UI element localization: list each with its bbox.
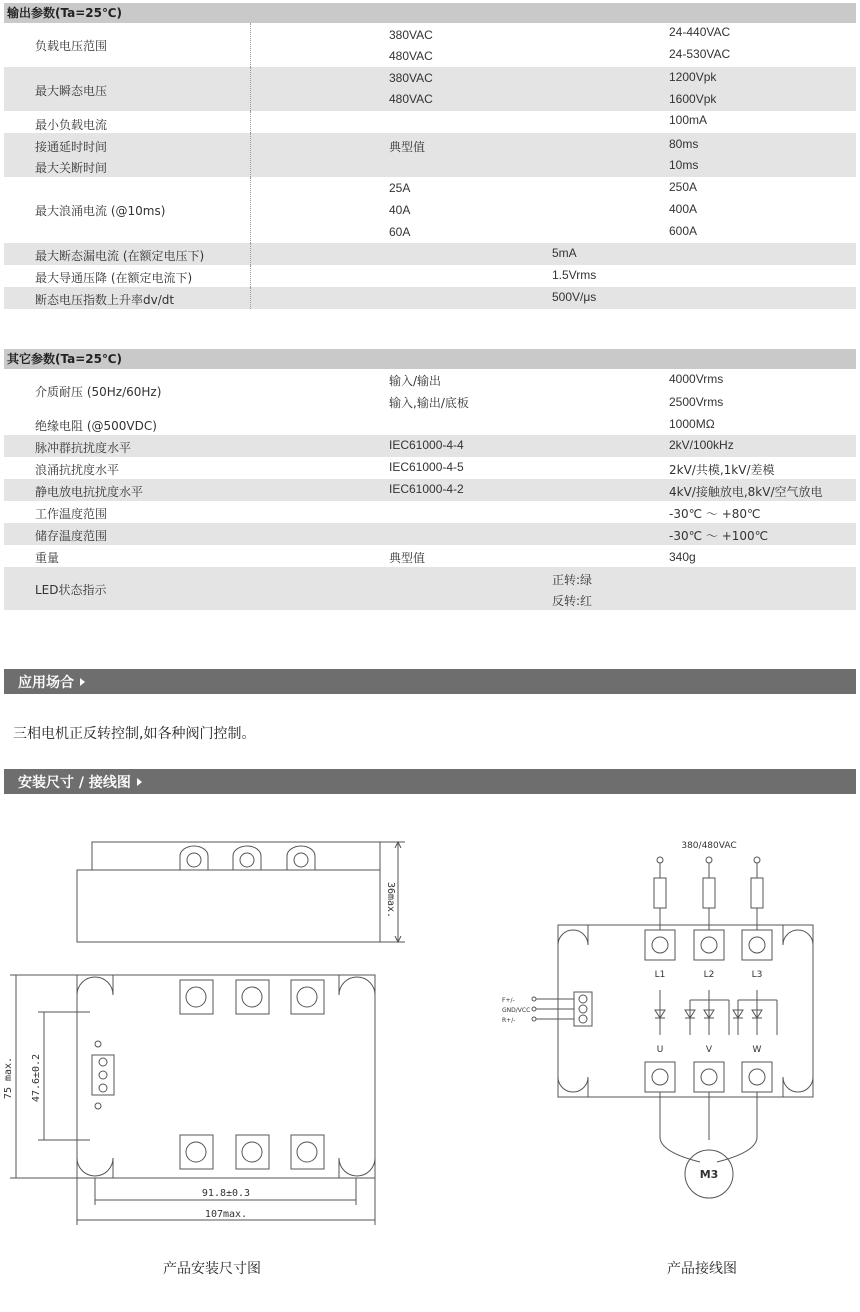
row-cond: 典型值 <box>389 140 426 154</box>
row-cond: 380VAC <box>389 28 433 42</box>
row-label: 重量 <box>35 551 60 565</box>
wiring-caption: 产品接线图 <box>667 1261 737 1277</box>
dimension-caption: 产品安装尺寸图 <box>163 1261 261 1277</box>
row-cond: 60A <box>389 225 411 239</box>
row-label: 最大瞬态电压 <box>35 84 108 98</box>
row-value: -30℃ ～ +100℃ <box>669 529 769 543</box>
terminal-l1-label: L1 <box>654 970 666 980</box>
motor-label: M3 <box>699 1168 719 1181</box>
row-value: 100mA <box>669 113 708 127</box>
supply-label: 380/480VAC <box>681 841 737 851</box>
table-row <box>4 501 856 523</box>
other-params-table <box>4 349 856 610</box>
row-value: 2kV/共模,1kV/差模 <box>669 463 775 477</box>
row-cond: 380VAC <box>389 71 433 85</box>
caret-right-icon <box>137 778 142 786</box>
table-row <box>4 265 856 287</box>
row-cond: 480VAC <box>389 49 433 63</box>
row-cond: IEC61000-4-5 <box>389 460 464 474</box>
row-value: 10ms <box>669 158 699 172</box>
table-row <box>4 369 856 414</box>
table-row <box>4 545 856 567</box>
table-row <box>4 177 856 243</box>
dim-depth-label: 75 max. <box>3 1056 14 1100</box>
application-text: 三相电机正反转控制,如各种阀门控制。 <box>13 726 256 742</box>
table-row <box>4 23 856 67</box>
dim-height-label: 36max. <box>385 881 396 919</box>
table-row <box>4 414 856 435</box>
row-label: 绝缘电阻 (@500VDC) <box>35 419 157 433</box>
output-params-table <box>4 3 856 309</box>
table-row <box>4 523 856 545</box>
application-title: 应用场合 <box>18 672 85 692</box>
terminal-l3-label: L3 <box>751 970 763 980</box>
row-label: 最大导通压降 (在额定电流下) <box>35 271 193 285</box>
row-label: 浪涌抗扰度水平 <box>35 463 120 477</box>
row-value: 340g <box>669 550 696 564</box>
table-row <box>4 479 856 501</box>
row-label: 储存温度范围 <box>35 529 108 543</box>
row-value: 4kV/接触放电,8kV/空气放电 <box>669 485 823 499</box>
output-params-header: 输出参数(Ta=25℃) <box>4 3 856 23</box>
terminal-l2-label: L2 <box>703 970 715 980</box>
row-cond: 40A <box>389 203 411 217</box>
row-label: 最大浪涌电流 (@10ms) <box>35 204 166 218</box>
caret-right-icon <box>80 678 85 686</box>
row-value: 5mA <box>552 246 577 260</box>
row-value: 2500Vrms <box>669 395 724 409</box>
row-label: 介质耐压 (50Hz/60Hz) <box>35 385 162 399</box>
row-label: 最大关断时间 <box>35 161 108 175</box>
row-cond: IEC61000-4-4 <box>389 438 464 452</box>
row-label: 静电放电抗扰度水平 <box>35 485 144 499</box>
row-label: 断态电压指数上升率dv/dt <box>35 293 175 307</box>
row-cond: IEC61000-4-2 <box>389 482 464 496</box>
table-row <box>4 67 856 111</box>
table-row <box>4 243 856 265</box>
row-value: 24-440VAC <box>669 25 731 39</box>
row-value: 80ms <box>669 137 699 151</box>
dim-hole-spacing-label: 91.8±0.3 <box>201 1188 251 1199</box>
row-cond: 25A <box>389 181 411 195</box>
row-value: 2kV/100kHz <box>669 438 734 452</box>
table-row <box>4 287 856 309</box>
row-cond: 典型值 <box>389 551 426 565</box>
terminal-v-label: V <box>705 1045 713 1055</box>
terminal-u-label: U <box>656 1045 664 1055</box>
dim-width-label: 107max. <box>204 1209 248 1220</box>
row-value: 反转:红 <box>552 594 593 608</box>
control-r-label: R+/- <box>502 1017 516 1024</box>
row-label: LED状态指示 <box>35 583 107 597</box>
row-label: 脉冲群抗扰度水平 <box>35 441 132 455</box>
row-value: -30℃ ～ +80℃ <box>669 507 761 521</box>
row-value: 正转:绿 <box>552 573 593 587</box>
row-label: 负载电压范围 <box>35 39 108 53</box>
row-value: 400A <box>669 202 698 216</box>
row-value: 500V/μs <box>552 290 597 304</box>
row-value: 1600Vpk <box>669 92 717 106</box>
table-row <box>4 133 856 177</box>
table-row <box>4 457 856 479</box>
row-value: 1.5Vrms <box>552 268 597 282</box>
terminal-w-label: W <box>752 1045 762 1055</box>
table-row <box>4 567 856 610</box>
table-row <box>4 111 856 133</box>
install-section-bar <box>4 769 856 794</box>
table-row <box>4 435 856 457</box>
application-section-bar <box>4 669 856 694</box>
row-cond: 480VAC <box>389 92 433 106</box>
dim-hole-vertical-label: 47.6±0.2 <box>31 1053 42 1103</box>
row-cond: 输入/输出 <box>389 374 442 388</box>
dimension-drawing <box>0 830 420 1230</box>
wiring-drawing <box>490 830 820 1200</box>
row-value: 250A <box>669 180 698 194</box>
row-label: 最小负载电流 <box>35 118 108 132</box>
row-value: 4000Vrms <box>669 372 724 386</box>
row-value: 1200Vpk <box>669 70 717 84</box>
control-f-label: F+/- <box>502 997 515 1004</box>
row-value: 1000MΩ <box>669 417 715 431</box>
row-cond: 输入,输出/底板 <box>389 396 469 410</box>
install-title: 安装尺寸 / 接线图 <box>18 772 142 792</box>
control-gnd-label: GND/VCC <box>502 1007 531 1014</box>
row-label: 工作温度范围 <box>35 507 108 521</box>
row-label: 接通延时时间 <box>35 140 108 154</box>
row-label: 最大断态漏电流 (在额定电压下) <box>35 249 205 263</box>
row-value: 600A <box>669 224 698 238</box>
row-value: 24-530VAC <box>669 47 731 61</box>
other-params-header: 其它参数(Ta=25℃) <box>4 349 856 369</box>
